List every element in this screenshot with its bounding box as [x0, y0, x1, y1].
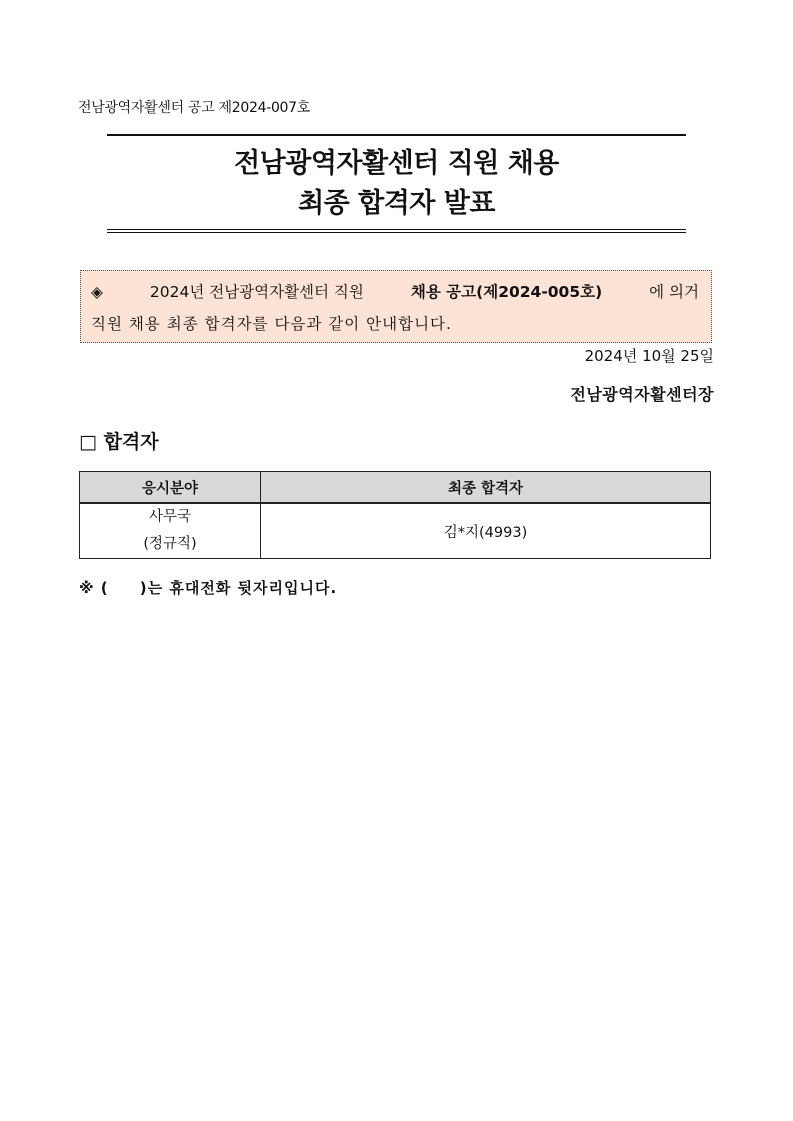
title-block [107, 144, 686, 224]
title-rule-bottom [107, 229, 686, 233]
diamond-icon: ◈ [91, 283, 103, 301]
announcement-date: 2024년 10월 25일 [584, 347, 714, 365]
field-name: 사무국 [148, 509, 192, 525]
intro-text-segment-3: 에 의거 [649, 283, 699, 301]
intro-line-1 [91, 276, 699, 308]
table-row [80, 503, 711, 559]
table-header-row [80, 472, 711, 504]
title-rule-top [107, 134, 686, 136]
title-line-1: 전남광역자활센터 직원 채용 [234, 148, 559, 179]
footnote: ※ ( )는 휴대전화 뒷자리입니다. [79, 579, 338, 597]
title-line-2: 최종 합격자 발표 [298, 188, 495, 219]
intro-text-segment-1: 2024년 전남광역자활센터 직원 [149, 283, 364, 301]
passer-cell: 김*지(4993) [261, 503, 711, 559]
notice-number: 전남광역자활센터 공고 제2024-007호 [78, 100, 310, 116]
intro-line-2: 직원 채용 최종 합격자를 다음과 같이 안내합니다. [91, 315, 452, 333]
intro-box [80, 270, 712, 343]
section-heading [79, 427, 159, 454]
intro-text-notice-ref: 채용 공고(제2024-005호) [410, 283, 603, 301]
header-final-passer: 최종 합격자 [261, 472, 711, 504]
employment-type: (정규직) [143, 536, 197, 552]
issuer-name: 전남광역자활센터장 [570, 385, 714, 404]
results-table [79, 471, 711, 559]
header-field: 응시분야 [80, 472, 261, 504]
field-cell [80, 503, 261, 559]
section-heading-text: 합격자 [103, 431, 159, 453]
checkbox-icon: □ [79, 431, 97, 453]
